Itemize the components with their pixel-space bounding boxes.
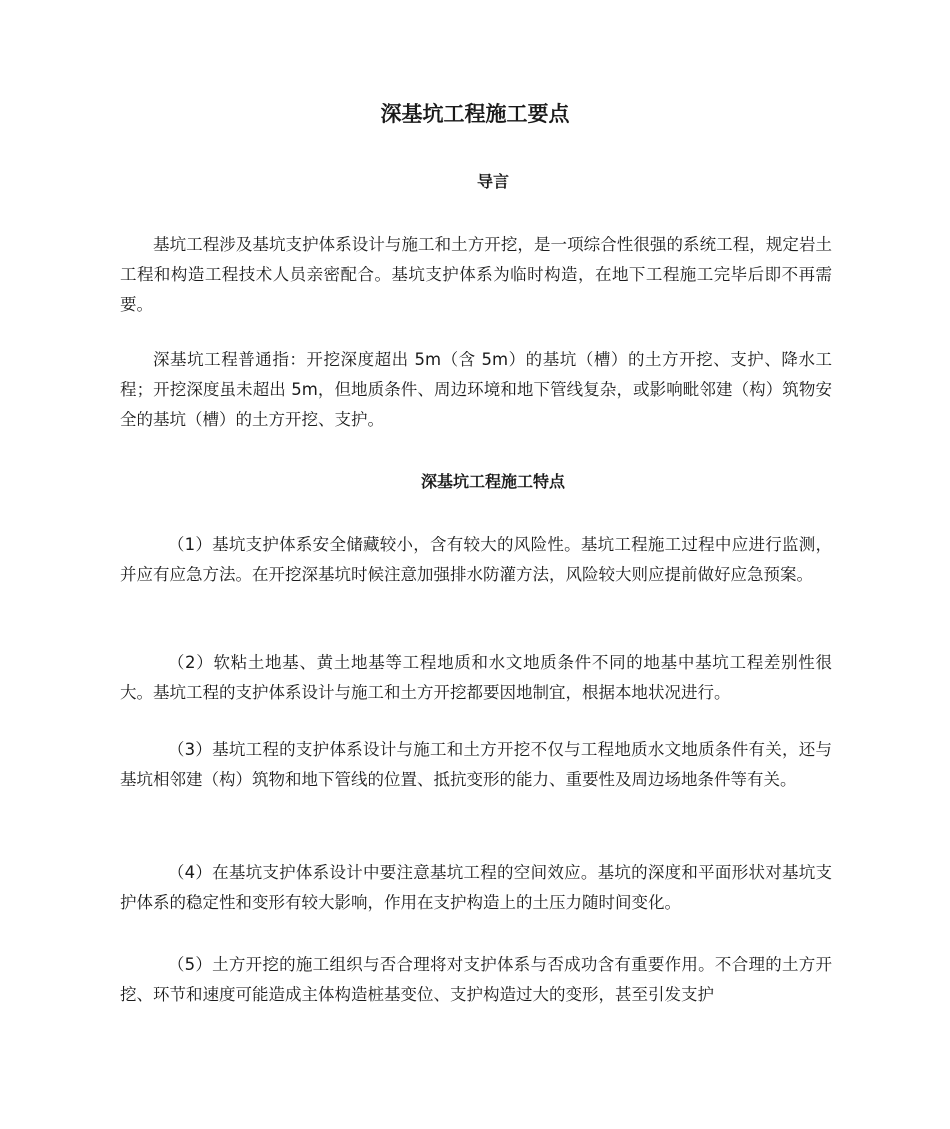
section-heading-introduction: 导言 bbox=[476, 172, 509, 191]
document-title: 深基坑工程施工要点 bbox=[380, 102, 570, 126]
section-heading-characteristics: 深基坑工程施工特点 bbox=[420, 472, 565, 491]
paragraph-intro-1: 基坑工程涉及基坑支护体系设计与施工和土方开挖，是一项综合性很强的系统工程，规定岩土工程和构造工程技术人员亲密配合。基坑支护体系为临时构造，在地下工程施工完毕后即不再需要。 bbox=[120, 235, 832, 314]
paragraph-characteristic-1: （1）基坑支护体系安全储藏较小，含有较大的风险性。基坑工程施工过程中应进行监测，并应有应急方法。在开挖深基坑时候注意加强排水防灌方法，风险较大则应提前做好应急预案。 bbox=[120, 535, 832, 584]
paragraph-intro-2: 深基坑工程普通指：开挖深度超出 5m（含 5m）的基坑（槽）的土方开挖、支护、降水工程；开挖深度虽未超出 5m，但地质条件、周边环境和地下管线复杂，或影响毗邻建（构）筑物安全的基坑（槽）的土方开挖、支护。 bbox=[120, 350, 832, 429]
paragraph-characteristic-5: （5）土方开挖的施工组织与否合理将对支护体系与否成功含有重要作用。不合理的土方开挖、环节和速度可能造成主体构造桩基变位、支护构造过大的变形，甚至引发支护 bbox=[120, 955, 832, 1004]
paragraph-characteristic-3: （3）基坑工程的支护体系设计与施工和土方开挖不仅与工程地质水文地质条件有关，还与基坑相邻建（构）筑物和地下管线的位置、抵抗变形的能力、重要性及周边场地条件等有关。 bbox=[120, 740, 832, 789]
paragraph-characteristic-2: （2）软粘土地基、黄土地基等工程地质和水文地质条件不同的地基中基坑工程差别性很大。基坑工程的支护体系设计与施工和土方开挖都要因地制宜，根据本地状况进行。 bbox=[120, 653, 832, 702]
paragraph-characteristic-4: （4）在基坑支护体系设计中要注意基坑工程的空间效应。基坑的深度和平面形状对基坑支护体系的稳定性和变形有较大影响，作用在支护构造上的土压力随时间变化。 bbox=[120, 863, 832, 912]
